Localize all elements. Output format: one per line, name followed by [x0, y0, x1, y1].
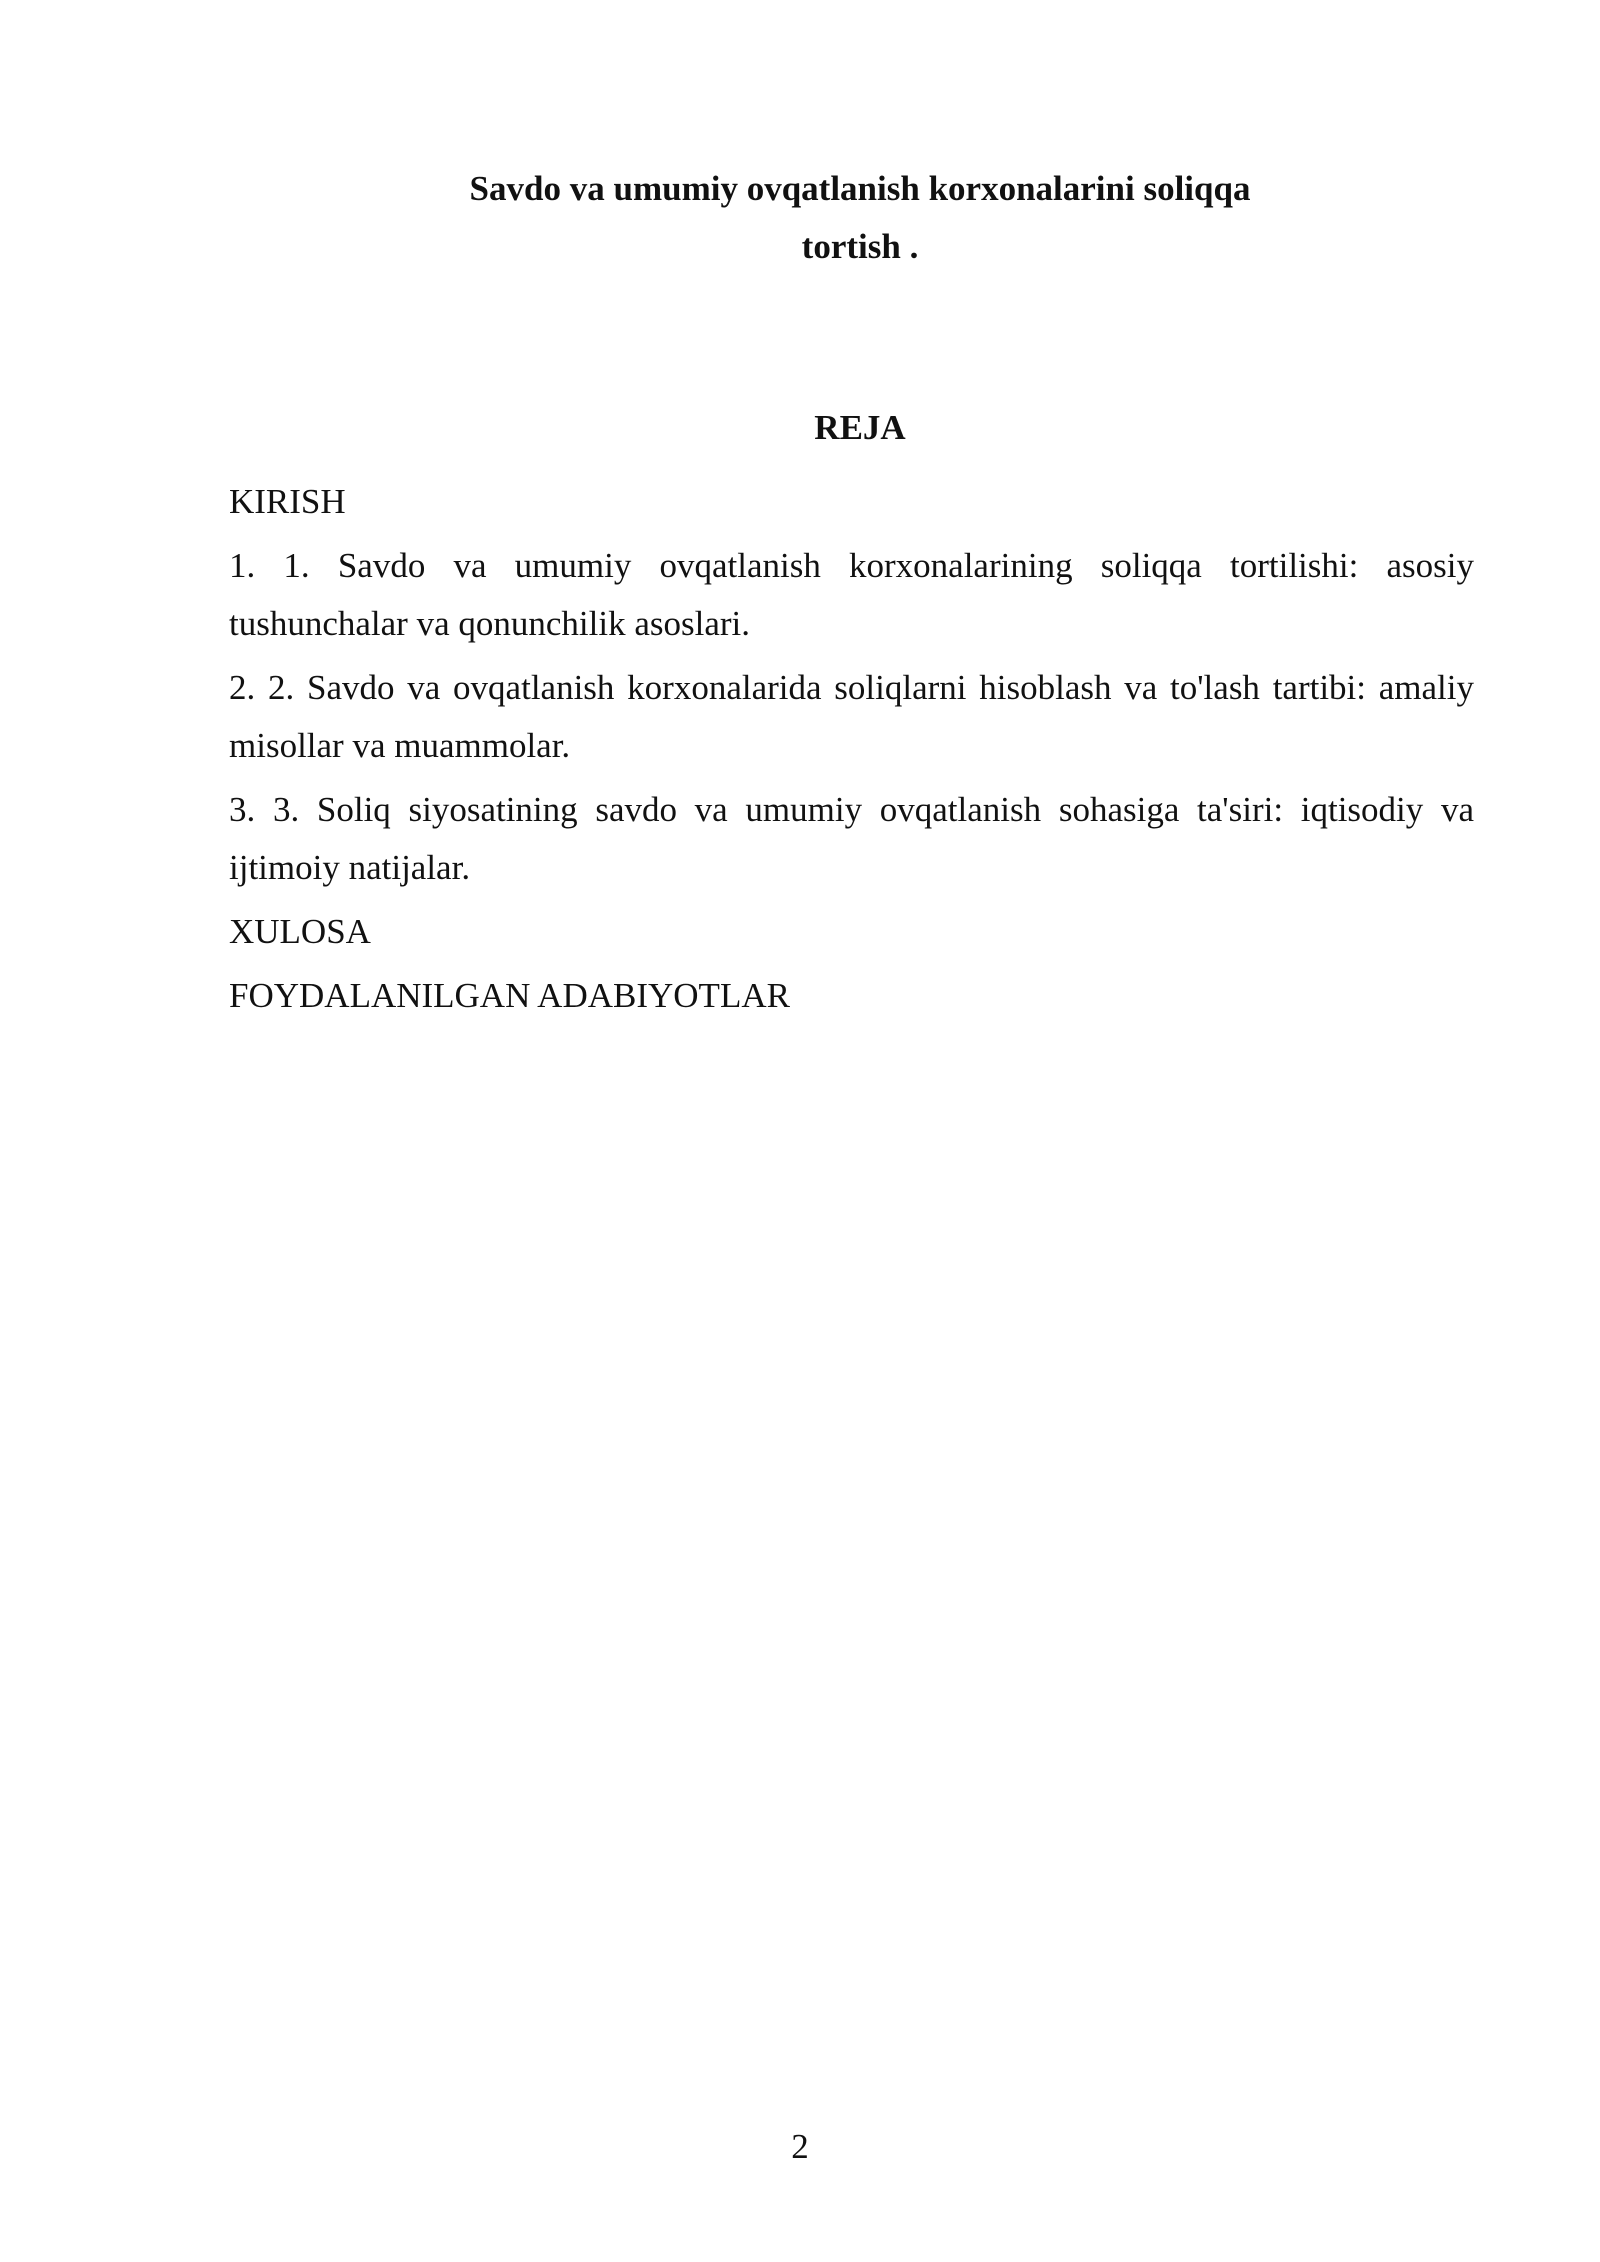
toc-entry-introduction: KIRISH	[229, 482, 346, 521]
title-line-2: tortish .	[801, 227, 919, 266]
toc-entry-chapter-1: 1. 1. Savdo va umumiy ovqatlanish korxonalarining soliqqa tortilishi: asosiy tushunchalar va qonunchilik asoslari.	[229, 546, 1474, 643]
toc-entry-chapter-2: 2. 2. Savdo va ovqatlanish korxonalarida soliqlarni hisoblash va to'lash tartibi: amaliy misollar va muammolar.	[229, 668, 1474, 765]
table-of-contents	[229, 473, 1474, 1031]
toc-entry-conclusion: XULOSA	[229, 912, 371, 951]
title-line-1: Savdo va umumiy ovqatlanish korxonalarini soliqqa	[469, 169, 1251, 208]
toc-entry-chapter-3: 3. 3. Soliq siyosatining savdo va umumiy ovqatlanish sohasiga ta'siri: iqtisodiy va ijtimoiy natijalar.	[229, 790, 1474, 887]
plan-heading: REJA	[814, 408, 906, 447]
toc-entry-references: FOYDALANILGAN ADABIYOTLAR	[229, 976, 790, 1015]
document-title	[360, 160, 1360, 276]
page-number: 2	[791, 2127, 809, 2166]
